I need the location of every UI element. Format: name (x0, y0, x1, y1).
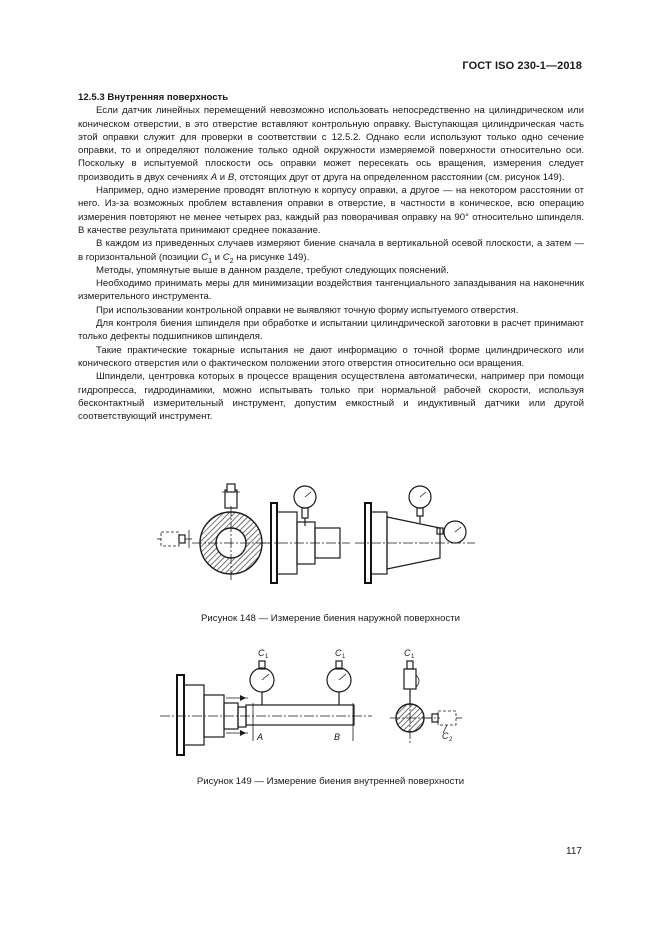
paragraph-1-text: Если датчик линейных перемещений невозможно использовать непосредственно на цилиндрическом или коническом отверстии, в это отверстие вставляют контрольную оправку. Выступающая цилиндрическая часть этой оправки служит для проверки в соответствии с 12.5.2. Однако если используют только одно сечение оправки, то и определяют положение только одной окружности измеряемой поверхности относительно оси. Поскольку в испытуемой плоскости ось оправки может пересекать ось вращения, измерения следует производить в двух сечениях (78, 105, 584, 183)
section-a-ref: A (210, 171, 218, 183)
paragraph-1-tail: , отстоящих друг от друга на определенном расстоянии (см. рисунок 149). (234, 171, 565, 183)
document-header: ГОСТ ISO 230-1—2018 (462, 60, 582, 72)
paragraph-4: Методы, упомянутые выше в данном разделе, требуют следующих пояснений. (96, 264, 449, 276)
section-title: 12.5.3 Внутренняя поверхность (78, 92, 229, 103)
paragraph-5: Необходимо принимать меры для минимизации воздействия тангенциального запаздывания на наконечник измерительного инструмента. (78, 278, 584, 303)
fig149-cross-section (390, 648, 440, 743)
paragraph-8: Такие практические токарные испытания не дают информацию о точной форме цилиндрического или конического отверстия или о фактическом положении этого отверстия относительно оси вращения. (78, 344, 584, 369)
fig149-capacitive-sensor (426, 711, 462, 743)
paragraph-3-tail: на рисунке 149). (233, 251, 310, 263)
figure-149-drawing (0, 647, 661, 767)
paragraph-6: При использовании контрольной оправки не выявляют точную форму испытуемого отверстия. (96, 304, 519, 316)
label-c1-a: C (258, 648, 265, 658)
fig148-spindle-taper (355, 486, 475, 583)
label-c2-sub: 2 (449, 737, 453, 743)
position-c1-sub: 1 (208, 257, 212, 265)
label-c1-c-sub: 1 (411, 654, 415, 660)
section-b-ref: B (227, 171, 235, 183)
paragraph-3-text: В каждом из приведенных случаев измеряют биение сначала в вертикальной осевой плоскости, а затем — в горизонтальной (позиции (78, 238, 584, 263)
fig148-ring-section (192, 484, 270, 582)
label-c1-c: C (404, 648, 411, 658)
label-c2: C (442, 731, 449, 741)
label-c1-a-sub: 1 (265, 654, 269, 660)
label-c1-b: C (335, 648, 342, 658)
paragraph-3 (78, 237, 584, 264)
figure-149-caption: Рисунок 149 — Измерение биения внутренней поверхности (196, 776, 465, 787)
position-c2-sub: 2 (229, 257, 234, 265)
fig148-capacitive-sensor (157, 530, 192, 548)
fig149-spindle-mandrel (160, 675, 372, 755)
fig148-spindle-cylinder (262, 486, 350, 583)
paragraph-2: Например, одно измерение проводят вплотную к корпусу оправки, а другое — на некотором расстоянии от него. Из-за возможных проблем вставления оправки в отверстие, в частности в коническое, всю операцию измерения повторяют не менее четырех раз, каждый раз поворачивая оправку на 90° относительно шпинделя. В качестве результата принимают среднее показание. (78, 185, 584, 236)
fig149-gauge-c1-a (250, 648, 274, 705)
position-c2-ref: C (222, 251, 230, 263)
figure-148-drawing (0, 470, 661, 610)
section-a-label: A (257, 732, 264, 742)
and-word-2: и (211, 251, 223, 263)
paragraph-9: Шпиндели, центровка которых в процессе вращения осуществлена автоматически, например при помощи гидропресса, гидродинамики, можно испытывать только при нормальной рабочей скорости, используя бесконтактный измерительный инструмент, допустим емкостный и индуктивный датчики или другой соответствующий инструмент. (78, 371, 584, 423)
paragraph-1 (78, 104, 584, 184)
position-c1-ref: C (201, 251, 209, 263)
label-c1-b-sub: 1 (342, 654, 346, 660)
section-body (78, 91, 584, 423)
section-b-label: B (334, 732, 341, 742)
and-word: и (217, 171, 228, 183)
paragraph-7: Для контроля биения шпинделя при обработке и испытании цилиндрической заготовки в расчет принимают только дефекты подшипников шпинделя. (78, 318, 584, 343)
page-number: 117 (566, 846, 582, 857)
figure-148-caption: Рисунок 148 — Измерение биения наружной поверхности (201, 613, 460, 624)
fig149-gauge-c1-b (327, 648, 351, 705)
